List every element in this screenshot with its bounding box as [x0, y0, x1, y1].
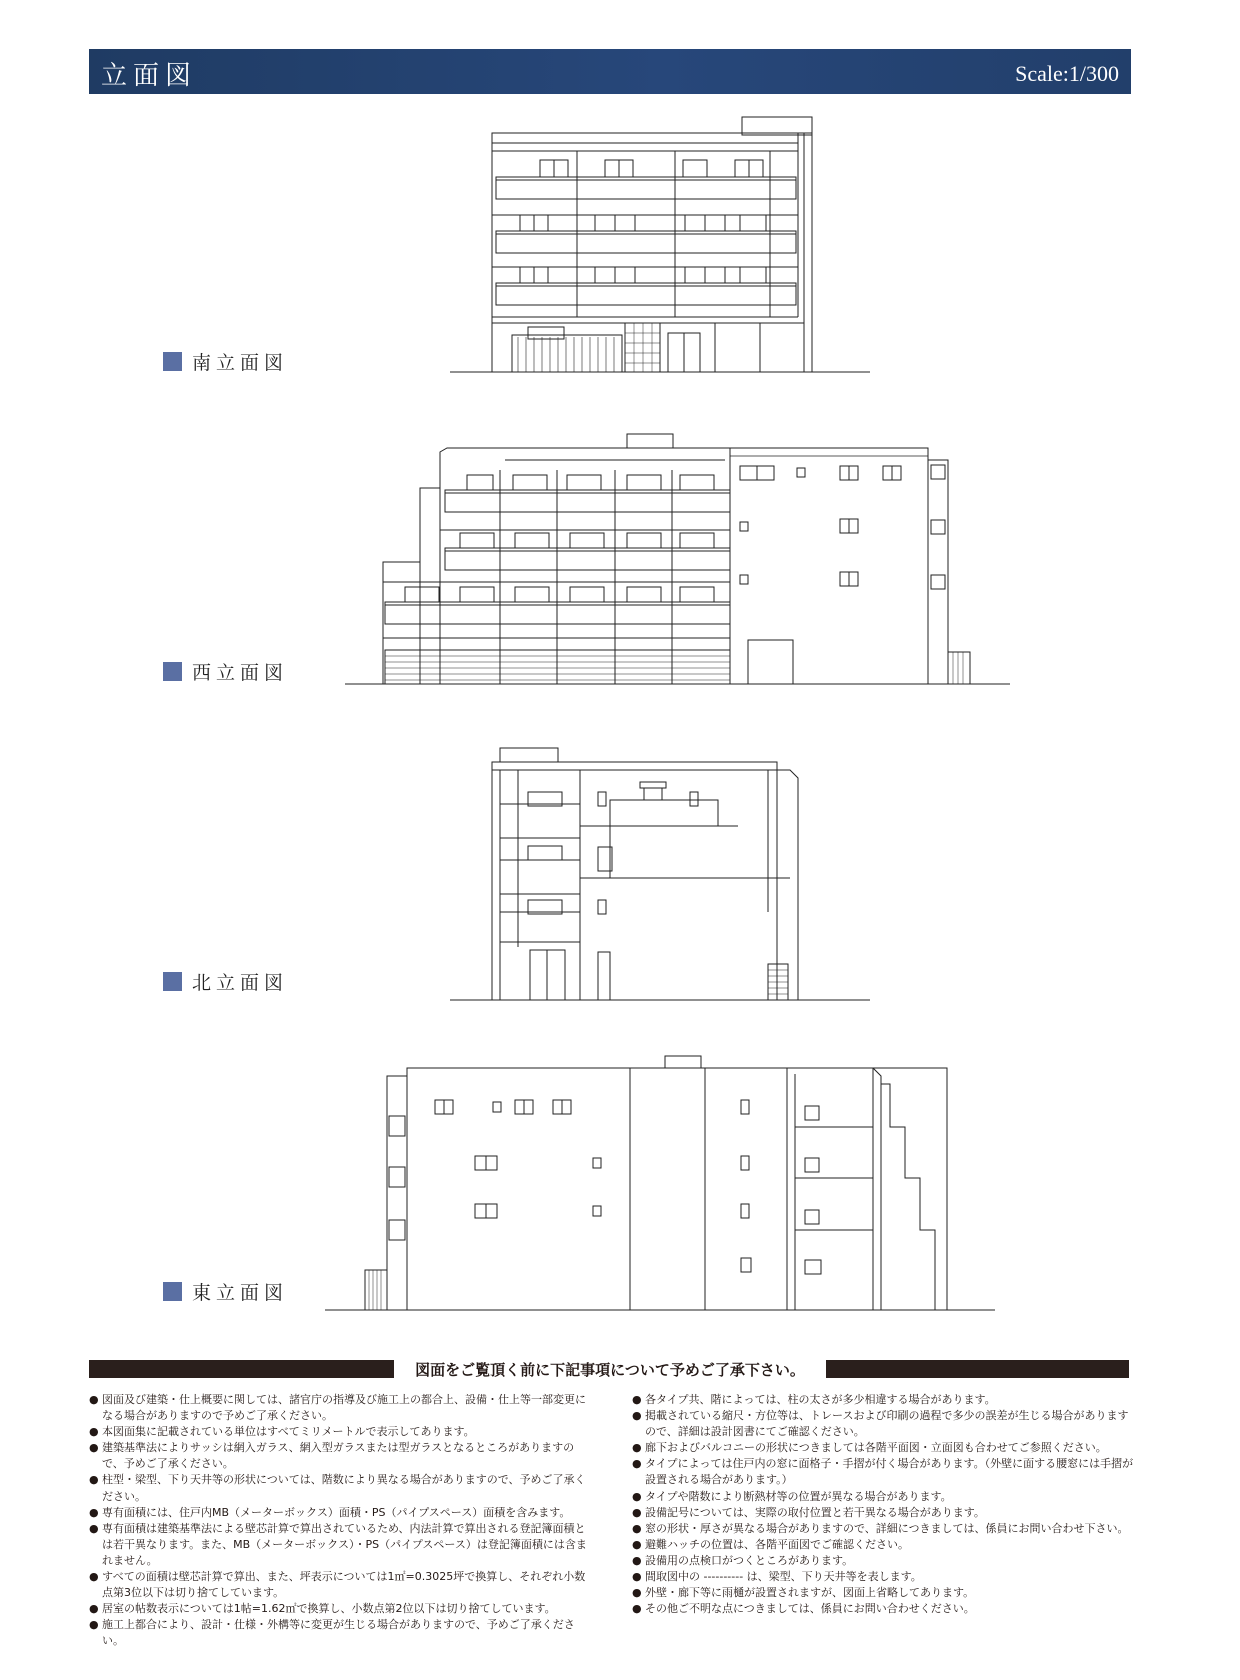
notice-bar-right — [826, 1360, 1129, 1378]
note-item: ● 避難ハッチの位置は、各階平面図でご確認ください。 — [632, 1537, 1134, 1553]
note-item: ● 居室の帖数表示については1帖=1.62㎡で換算し、小数点第2位以下は切り捨てしています。 — [89, 1601, 594, 1617]
note-item: ● 外壁・廊下等に雨樋が設置されますが、図面上省略してあります。 — [632, 1585, 1134, 1601]
elevation-label-east: 東立面図 — [163, 1278, 288, 1305]
south-elevation-drawing — [450, 115, 870, 375]
note-item: ● 柱型・梁型、下り天井等の形状については、階数により異なる場合がありますので、予めご了承ください。 — [89, 1472, 594, 1504]
west-elevation-drawing — [345, 430, 1010, 690]
note-item: ● 図面及び建築・仕上概要に関しては、諸官庁の指導及び施工上の都合上、設備・仕上等一部変更になる場合がありますので予めご了承ください。 — [89, 1392, 594, 1424]
note-item: ● 本図面集に記載されている単位はすべてミリメートルで表示してあります。 — [89, 1424, 594, 1440]
note-item: ● 設備用の点検口がつくところがあります。 — [632, 1553, 1134, 1569]
label-square-icon — [163, 1282, 182, 1301]
note-item: ● 設備記号については、実際の取付位置と若干異なる場合があります。 — [632, 1505, 1134, 1521]
note-item: ● すべての面積は壁芯計算で算出、また、坪表示については1㎡=0.3025坪で換算し、それぞれ小数点第3位以下は切り捨てしています。 — [89, 1569, 594, 1601]
label-square-icon — [163, 972, 182, 991]
note-item: ● 廊下およびバルコニーの形状につきましては各階平面図・立面図も合わせてご参照ください。 — [632, 1440, 1134, 1456]
note-item: ● 掲載されている縮尺・方位等は、トレースおよび印刷の過程で多少の誤差が生じる場合がありますので、詳細は設計図書にてご確認ください。 — [632, 1408, 1134, 1440]
label-square-icon — [163, 662, 182, 681]
label-square-icon — [163, 352, 182, 371]
note-item: ● タイプや階数により断熱材等の位置が異なる場合があります。 — [632, 1489, 1134, 1505]
note-item: ● 間取図中の ---------- は、梁型、下り天井等を表します。 — [632, 1569, 1134, 1585]
notes-right-column — [632, 1392, 1134, 1617]
note-item: ● 建築基準法によりサッシは網入ガラス、網入型ガラスまたは型ガラスとなるところがありますので、予めご了承ください。 — [89, 1440, 594, 1472]
note-item: ● 施工上都合により、設計・仕様・外構等に変更が生じる場合がありますので、予めご了承ください。 — [89, 1617, 594, 1649]
elevation-label-south: 南立面図 — [163, 348, 288, 375]
page-title: 立面図 — [101, 61, 198, 91]
note-item: ● 窓の形状・厚さが異なる場合がありますので、詳細につきましては、係員にお問い合わせ下さい。 — [632, 1521, 1134, 1537]
elevation-label-west: 西立面図 — [163, 658, 288, 685]
note-item: ● その他ご不明な点につきましては、係員にお問い合わせください。 — [632, 1601, 1134, 1617]
note-item: ● タイプによっては住戸内の窓に面格子・手摺が付く場合があります。（外壁に面する腰窓には手摺が設置される場合があります。） — [632, 1456, 1134, 1488]
note-item: ● 各タイプ共、階によっては、柱の太さが多少相違する場合があります。 — [632, 1392, 1134, 1408]
notes-left-column — [89, 1392, 594, 1650]
elevation-label-north: 北立面図 — [163, 968, 288, 995]
page-header — [89, 49, 1131, 94]
east-elevation-drawing — [325, 1052, 995, 1314]
scale-label: Scale:1/300 — [1015, 61, 1119, 86]
north-elevation-drawing — [450, 742, 870, 1004]
notice-bar — [89, 1360, 1129, 1378]
notice-title: 図面をご覧頂く前に下記事項について予めご了承下さい。 — [415, 1361, 805, 1379]
notice-bar-left — [89, 1360, 394, 1378]
note-item: ● 専有面積は建築基準法による壁芯計算で算出されているため、内法計算で算出される登記簿面積とは若干異なります。また、MB（メーターボックス）・PS（パイプスペース）は登記簿面積には含まれません。 — [89, 1521, 594, 1569]
note-item: ● 専有面積には、住戸内MB（メーターボックス）面積・PS（パイプスペース）面積を含みます。 — [89, 1505, 594, 1521]
